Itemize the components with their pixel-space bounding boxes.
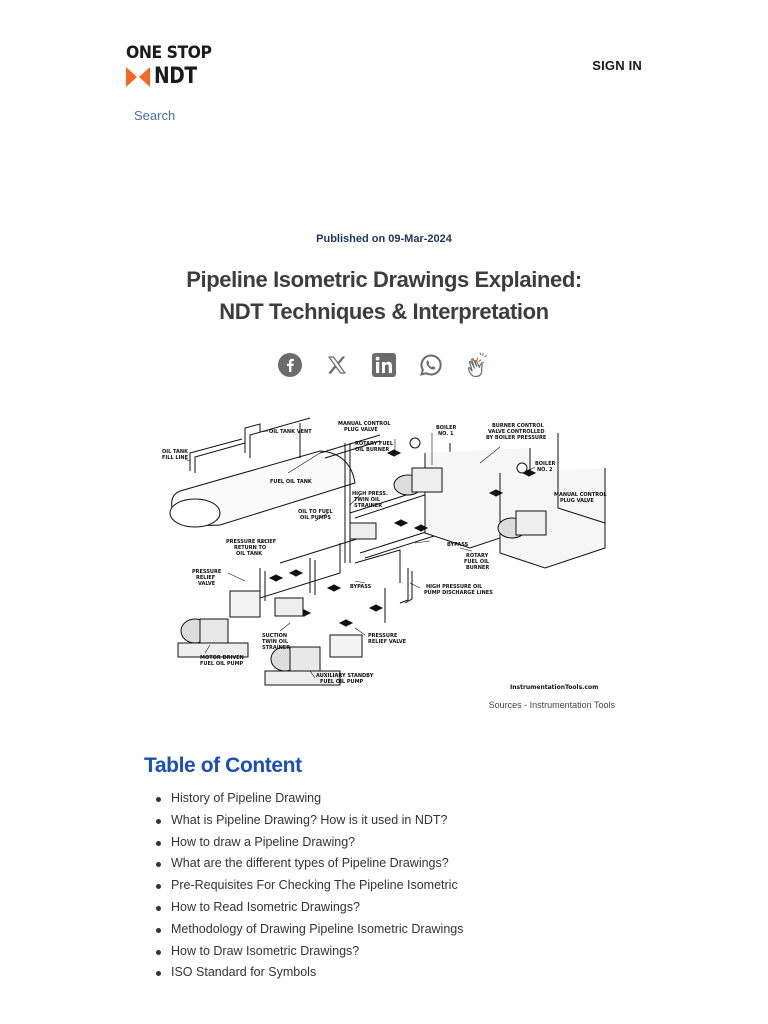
svg-text:FUEL OIL TANK: FUEL OIL TANK [270, 479, 312, 485]
burner-2-body [516, 511, 546, 535]
toc-item[interactable]: How to Draw Isometric Drawings? [156, 941, 464, 963]
svg-text:PUMP DISCHARGE LINES: PUMP DISCHARGE LINES [424, 590, 493, 596]
logo-mark-icon [126, 67, 150, 87]
whatsapp-icon[interactable] [419, 352, 444, 377]
svg-text:PLUG VALVE: PLUG VALVE [560, 498, 594, 504]
svg-text:OIL PUMPS: OIL PUMPS [300, 515, 332, 521]
svg-text:TWIN OIL: TWIN OIL [354, 497, 381, 503]
toc-item[interactable]: What is Pipeline Drawing? How is it used in NDT? [156, 810, 464, 832]
logo-text-bottom: NDT [154, 64, 197, 89]
svg-text:PLUG VALVE: PLUG VALVE [344, 427, 378, 433]
svg-text:OIL TANK VENT: OIL TANK VENT [269, 429, 312, 435]
svg-text:VALVE: VALVE [198, 581, 216, 587]
svg-text:STRAINER: STRAINER [354, 503, 383, 509]
logo-text-top: ONE STOP [126, 43, 212, 63]
suction-strainer [275, 598, 303, 616]
site-logo[interactable] [126, 43, 212, 89]
article-title [100, 264, 668, 328]
article-title-line1: Pipeline Isometric Drawings Explained: [186, 267, 582, 292]
svg-text:NO. 2: NO. 2 [537, 467, 553, 473]
svg-text:BYPASS: BYPASS [350, 584, 372, 590]
svg-text:ROTARY: ROTARY [466, 553, 489, 559]
svg-text:RELIEF: RELIEF [196, 575, 216, 581]
toc-item[interactable]: How to Read Isometric Drawings? [156, 897, 464, 919]
svg-text:RELIEF VALVE: RELIEF VALVE [368, 639, 407, 645]
fuel-oil-tank-end [170, 499, 220, 527]
x-icon[interactable] [325, 352, 350, 377]
svg-text:FUEL OIL: FUEL OIL [464, 559, 490, 565]
svg-text:OIL TO FUEL: OIL TO FUEL [298, 509, 333, 515]
aux-pump-body [290, 647, 320, 671]
toc-item[interactable]: Pre-Requisites For Checking The Pipeline Isometric [156, 875, 464, 897]
svg-text:FUEL OIL PUMP: FUEL OIL PUMP [200, 661, 244, 667]
svg-text:BYPASS: BYPASS [447, 542, 469, 548]
svg-text:TWIN OIL: TWIN OIL [262, 639, 289, 645]
svg-text:MANUAL CONTROL: MANUAL CONTROL [338, 421, 391, 427]
gauge-boiler-1 [410, 438, 420, 448]
sign-in-link[interactable]: SIGN IN [592, 58, 642, 73]
toc-item[interactable]: What are the different types of Pipeline Drawings? [156, 853, 464, 875]
toc-title: Table of Content [144, 754, 302, 777]
published-date: Published on 09-Mar-2024 [316, 233, 452, 245]
svg-text:PRESSURE: PRESSURE [192, 569, 222, 575]
svg-text:InstrumentationTools.com: InstrumentationTools.com [510, 684, 599, 691]
hp-strainer [350, 523, 376, 539]
svg-text:MOTOR DRIVEN: MOTOR DRIVEN [200, 655, 244, 661]
svg-text:RETURN TO: RETURN TO [234, 545, 267, 551]
toc-item[interactable]: History of Pipeline Drawing [156, 788, 464, 810]
linkedin-icon[interactable] [372, 352, 397, 377]
svg-text:VALVE CONTROLLED: VALVE CONTROLLED [488, 429, 545, 435]
svg-text:STRAINER: STRAINER [262, 645, 291, 651]
svg-text:FUEL OIL PUMP: FUEL OIL PUMP [320, 679, 364, 685]
toc-item[interactable]: Methodology of Drawing Pipeline Isometric Drawings [156, 919, 464, 941]
svg-text:ROTARY FUEL: ROTARY FUEL [355, 441, 394, 447]
tank-fill-pipe [190, 439, 245, 473]
toc-item[interactable]: ISO Standard for Symbols [156, 962, 464, 984]
pump-block-2 [330, 635, 362, 657]
share-bar [0, 352, 768, 377]
svg-text:OIL TANK: OIL TANK [236, 551, 262, 557]
article-title-line2: NDT Techniques & Interpretation [219, 299, 549, 324]
svg-text:HIGH PRESS.: HIGH PRESS. [352, 491, 388, 497]
burner-1-body [412, 468, 442, 492]
svg-text:BURNER: BURNER [466, 565, 490, 571]
svg-text:BOILER: BOILER [436, 425, 457, 431]
toc-list [156, 788, 464, 984]
svg-text:OIL TANK: OIL TANK [162, 449, 188, 455]
svg-text:BURNER CONTROL: BURNER CONTROL [492, 423, 544, 429]
svg-text:NO. 1: NO. 1 [438, 431, 454, 437]
svg-text:AUXILIARY STANDBY: AUXILIARY STANDBY [316, 673, 374, 679]
svg-text:FILL LINE: FILL LINE [162, 455, 189, 461]
svg-text:OIL BURNER: OIL BURNER [355, 447, 390, 453]
svg-text:MANUAL CONTROL: MANUAL CONTROL [554, 492, 607, 498]
svg-text:BY BOILER PRESSURE: BY BOILER PRESSURE [486, 435, 547, 441]
figure-caption: Sources - Instrumentation Tools [488, 700, 615, 710]
search-link[interactable]: Search [134, 108, 176, 123]
pump-block-1 [230, 591, 260, 617]
clap-icon[interactable] [466, 352, 491, 377]
toc-item[interactable]: How to draw a Pipeline Drawing? [156, 832, 464, 854]
svg-text:PRESSURE RELIEF: PRESSURE RELIEF [226, 539, 277, 545]
svg-text:HIGH PRESSURE OIL: HIGH PRESSURE OIL [426, 584, 483, 590]
tank-vent-pipe [245, 418, 310, 458]
motor-pump-body [200, 619, 228, 643]
svg-text:PRESSURE: PRESSURE [368, 633, 398, 639]
svg-text:BOILER: BOILER [535, 461, 556, 467]
gauge-boiler-2 [517, 463, 527, 473]
facebook-icon[interactable] [278, 352, 303, 377]
svg-text:SUCTION: SUCTION [262, 633, 288, 639]
pipeline-isometric-diagram [150, 413, 620, 697]
